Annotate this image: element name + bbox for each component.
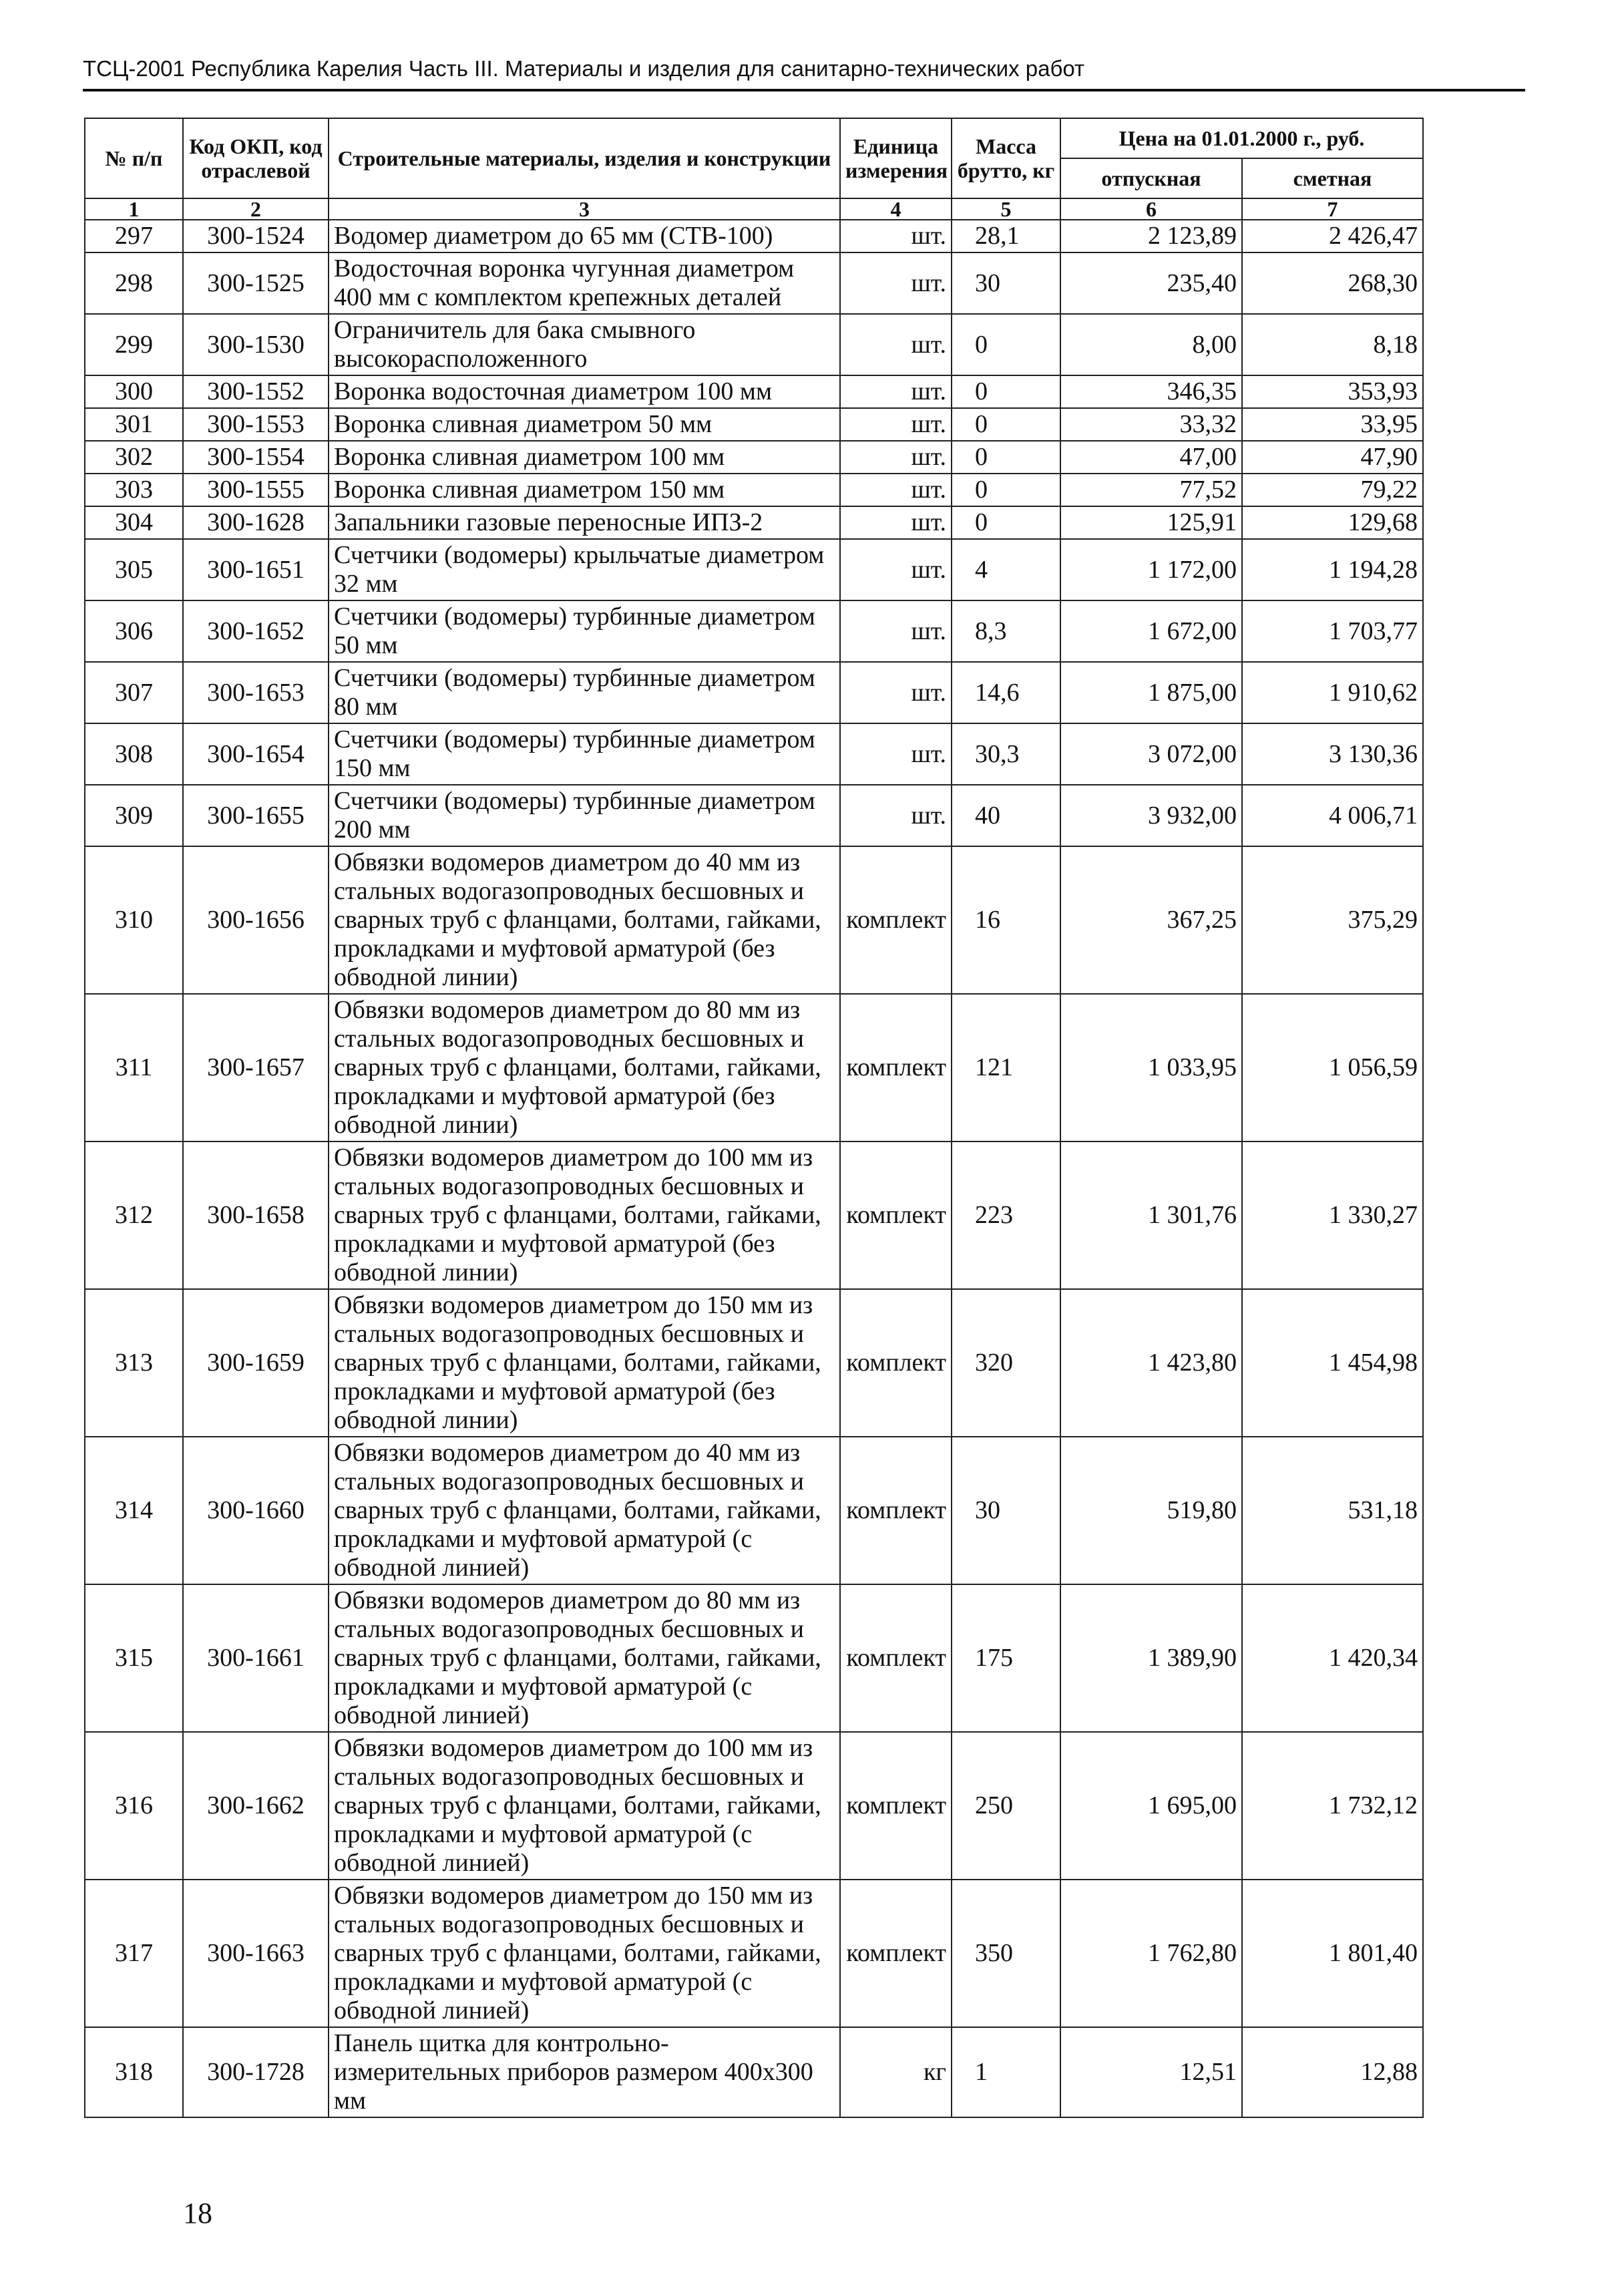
okp-code-cell: 300-1658 <box>183 1141 329 1289</box>
release-price-cell: 47,00 <box>1060 441 1242 474</box>
row-number-cell: 300 <box>85 375 183 408</box>
okp-code-cell: 300-1530 <box>183 314 329 375</box>
release-price-cell: 1 301,76 <box>1060 1141 1242 1289</box>
unit-cell: комплект <box>840 846 952 994</box>
unit-cell: шт. <box>840 662 952 723</box>
table-row <box>85 252 1423 314</box>
estimate-price-cell: 47,90 <box>1242 441 1423 474</box>
row-number-cell: 307 <box>85 662 183 723</box>
unit-cell: шт. <box>840 252 952 314</box>
release-price-cell: 235,40 <box>1060 252 1242 314</box>
material-name-cell: Воронка сливная диаметром 150 мм <box>329 474 840 506</box>
release-price-cell: 367,25 <box>1060 846 1242 994</box>
okp-code-cell: 300-1552 <box>183 375 329 408</box>
material-name-cell: Воронка сливная диаметром 100 мм <box>329 441 840 474</box>
row-number-cell: 318 <box>85 2027 183 2117</box>
row-number-cell: 302 <box>85 441 183 474</box>
material-name-cell: Счетчики (водомеры) турбинные диаметром 150 мм <box>329 723 840 785</box>
table-row <box>85 1289 1423 1437</box>
unit-cell: шт. <box>840 220 952 252</box>
unit-cell: шт. <box>840 785 952 846</box>
material-name-cell: Обвязки водомеров диаметром до 80 мм из стальных водогазопроводных бесшовных и сварных труб с фланцами, болтами, гайками, прокладками и муфтовой арматурой (без обводной линии) <box>329 994 840 1141</box>
material-name-cell: Счетчики (водомеры) турбинные диаметром 50 мм <box>329 600 840 662</box>
table-row <box>85 994 1423 1141</box>
mass-cell: 0 <box>952 506 1060 539</box>
row-number-cell: 304 <box>85 506 183 539</box>
release-price-cell: 33,32 <box>1060 408 1242 441</box>
mass-cell: 30,3 <box>952 723 1060 785</box>
estimate-price-cell: 1 056,59 <box>1242 994 1423 1141</box>
unit-cell: комплект <box>840 1141 952 1289</box>
header-price-group: Цена на 01.01.2000 г., руб. <box>1060 118 1423 158</box>
material-name-cell: Обвязки водомеров диаметром до 40 мм из стальных водогазопроводных бесшовных и сварных труб с фланцами, болтами, гайками, прокладками и муфтовой арматурой (с обводной линией) <box>329 1437 840 1584</box>
table-row <box>85 314 1423 375</box>
column-number: 2 <box>183 198 329 220</box>
release-price-cell: 1 389,90 <box>1060 1584 1242 1732</box>
unit-cell: комплект <box>840 1732 952 1880</box>
unit-cell: шт. <box>840 474 952 506</box>
okp-code-cell: 300-1660 <box>183 1437 329 1584</box>
table-row <box>85 1141 1423 1289</box>
mass-cell: 14,6 <box>952 662 1060 723</box>
unit-cell: шт. <box>840 314 952 375</box>
column-number: 5 <box>952 198 1060 220</box>
estimate-price-cell: 4 006,71 <box>1242 785 1423 846</box>
table-body <box>85 220 1423 2117</box>
table-row <box>85 1584 1423 1732</box>
table-row <box>85 1732 1423 1880</box>
release-price-cell: 12,51 <box>1060 2027 1242 2117</box>
row-number-cell: 303 <box>85 474 183 506</box>
material-name-cell: Воронка сливная диаметром 50 мм <box>329 408 840 441</box>
row-number-cell: 297 <box>85 220 183 252</box>
unit-cell: шт. <box>840 441 952 474</box>
mass-cell: 16 <box>952 846 1060 994</box>
header-okp: Код ОКП, код отраслевой <box>183 118 329 198</box>
release-price-cell: 519,80 <box>1060 1437 1242 1584</box>
okp-code-cell: 300-1524 <box>183 220 329 252</box>
document-header: ТСЦ-2001 Республика Карелия Часть III. Материалы и изделия для санитарно-технических работ <box>83 56 1085 81</box>
row-number-cell: 311 <box>85 994 183 1141</box>
estimate-price-cell: 1 330,27 <box>1242 1141 1423 1289</box>
material-name-cell: Обвязки водомеров диаметром до 100 мм из стальных водогазопроводных бесшовных и сварных труб с фланцами, болтами, гайками, прокладками и муфтовой арматурой (с обводной линией) <box>329 1732 840 1880</box>
column-numbers-row <box>85 198 1423 220</box>
unit-cell: шт. <box>840 539 952 600</box>
table-row <box>85 1437 1423 1584</box>
material-name-cell: Запальники газовые переносные ИПЗ-2 <box>329 506 840 539</box>
mass-cell: 40 <box>952 785 1060 846</box>
table-row <box>85 723 1423 785</box>
estimate-price-cell: 8,18 <box>1242 314 1423 375</box>
mass-cell: 223 <box>952 1141 1060 1289</box>
unit-cell: комплект <box>840 1289 952 1437</box>
material-name-cell: Воронка водосточная диаметром 100 мм <box>329 375 840 408</box>
unit-cell: комплект <box>840 1584 952 1732</box>
mass-cell: 28,1 <box>952 220 1060 252</box>
table-row <box>85 474 1423 506</box>
unit-cell: шт. <box>840 723 952 785</box>
row-number-cell: 315 <box>85 1584 183 1732</box>
release-price-cell: 3 072,00 <box>1060 723 1242 785</box>
okp-code-cell: 300-1663 <box>183 1880 329 2027</box>
estimate-price-cell: 1 420,34 <box>1242 1584 1423 1732</box>
estimate-price-cell: 1 454,98 <box>1242 1289 1423 1437</box>
material-name-cell: Обвязки водомеров диаметром до 80 мм из стальных водогазопроводных бесшовных и сварных труб с фланцами, болтами, гайками, прокладками и муфтовой арматурой (с обводной линией) <box>329 1584 840 1732</box>
okp-code-cell: 300-1661 <box>183 1584 329 1732</box>
okp-code-cell: 300-1652 <box>183 600 329 662</box>
okp-code-cell: 300-1651 <box>183 539 329 600</box>
okp-code-cell: 300-1662 <box>183 1732 329 1880</box>
unit-cell: комплект <box>840 1880 952 2027</box>
estimate-price-cell: 375,29 <box>1242 846 1423 994</box>
mass-cell: 30 <box>952 1437 1060 1584</box>
unit-cell: шт. <box>840 408 952 441</box>
okp-code-cell: 300-1655 <box>183 785 329 846</box>
estimate-price-cell: 129,68 <box>1242 506 1423 539</box>
unit-cell: шт. <box>840 375 952 408</box>
mass-cell: 0 <box>952 441 1060 474</box>
row-number-cell: 308 <box>85 723 183 785</box>
mass-cell: 30 <box>952 252 1060 314</box>
material-name-cell: Водомер диаметром до 65 мм (СТВ-100) <box>329 220 840 252</box>
header-price-release: отпускная <box>1060 158 1242 198</box>
page-number: 18 <box>183 2197 212 2230</box>
release-price-cell: 346,35 <box>1060 375 1242 408</box>
material-name-cell: Водосточная воронка чугунная диаметром 400 мм с комплектом крепежных деталей <box>329 252 840 314</box>
estimate-price-cell: 1 194,28 <box>1242 539 1423 600</box>
mass-cell: 4 <box>952 539 1060 600</box>
mass-cell: 0 <box>952 375 1060 408</box>
mass-cell: 8,3 <box>952 600 1060 662</box>
row-number-cell: 305 <box>85 539 183 600</box>
column-number: 4 <box>840 198 952 220</box>
unit-cell: кг <box>840 2027 952 2117</box>
row-number-cell: 306 <box>85 600 183 662</box>
estimate-price-cell: 1 910,62 <box>1242 662 1423 723</box>
row-number-cell: 317 <box>85 1880 183 2027</box>
estimate-price-cell: 353,93 <box>1242 375 1423 408</box>
row-number-cell: 309 <box>85 785 183 846</box>
material-name-cell: Обвязки водомеров диаметром до 100 мм из стальных водогазопроводных бесшовных и сварных труб с фланцами, болтами, гайками, прокладками и муфтовой арматурой (без обводной линии) <box>329 1141 840 1289</box>
table-row <box>85 375 1423 408</box>
okp-code-cell: 300-1653 <box>183 662 329 723</box>
unit-cell: шт. <box>840 506 952 539</box>
release-price-cell: 1 695,00 <box>1060 1732 1242 1880</box>
estimate-price-cell: 1 703,77 <box>1242 600 1423 662</box>
release-price-cell: 1 033,95 <box>1060 994 1242 1141</box>
mass-cell: 250 <box>952 1732 1060 1880</box>
okp-code-cell: 300-1555 <box>183 474 329 506</box>
table-row <box>85 662 1423 723</box>
estimate-price-cell: 1 801,40 <box>1242 1880 1423 2027</box>
okp-code-cell: 300-1525 <box>183 252 329 314</box>
release-price-cell: 1 423,80 <box>1060 1289 1242 1437</box>
header-num: № п/п <box>85 118 183 198</box>
table-row <box>85 220 1423 252</box>
okp-code-cell: 300-1654 <box>183 723 329 785</box>
release-price-cell: 125,91 <box>1060 506 1242 539</box>
okp-code-cell: 300-1628 <box>183 506 329 539</box>
mass-cell: 175 <box>952 1584 1060 1732</box>
price-table <box>84 118 1424 2118</box>
unit-cell: шт. <box>840 600 952 662</box>
okp-code-cell: 300-1553 <box>183 408 329 441</box>
release-price-cell: 1 672,00 <box>1060 600 1242 662</box>
table-row <box>85 846 1423 994</box>
header-rule <box>83 89 1525 92</box>
row-number-cell: 298 <box>85 252 183 314</box>
row-number-cell: 301 <box>85 408 183 441</box>
release-price-cell: 77,52 <box>1060 474 1242 506</box>
material-name-cell: Обвязки водомеров диаметром до 150 мм из стальных водогазопроводных бесшовных и сварных труб с фланцами, болтами, гайками, прокладками и муфтовой арматурой (без обводной линии) <box>329 1289 840 1437</box>
okp-code-cell: 300-1728 <box>183 2027 329 2117</box>
column-number: 3 <box>329 198 840 220</box>
okp-code-cell: 300-1554 <box>183 441 329 474</box>
release-price-cell: 1 172,00 <box>1060 539 1242 600</box>
okp-code-cell: 300-1659 <box>183 1289 329 1437</box>
estimate-price-cell: 531,18 <box>1242 1437 1423 1584</box>
estimate-price-cell: 3 130,36 <box>1242 723 1423 785</box>
unit-cell: комплект <box>840 1437 952 1584</box>
column-number: 7 <box>1242 198 1423 220</box>
table-row <box>85 2027 1423 2117</box>
header-unit: Единица измерения <box>840 118 952 198</box>
mass-cell: 320 <box>952 1289 1060 1437</box>
estimate-price-cell: 1 732,12 <box>1242 1732 1423 1880</box>
mass-cell: 1 <box>952 2027 1060 2117</box>
header-name: Строительные материалы, изделия и конструкции <box>329 118 840 198</box>
okp-code-cell: 300-1656 <box>183 846 329 994</box>
material-name-cell: Обвязки водомеров диаметром до 150 мм из стальных водогазопроводных бесшовных и сварных труб с фланцами, болтами, гайками, прокладками и муфтовой арматурой (с обводной линией) <box>329 1880 840 2027</box>
header-price-estimate: сметная <box>1242 158 1423 198</box>
release-price-cell: 1 875,00 <box>1060 662 1242 723</box>
row-number-cell: 314 <box>85 1437 183 1584</box>
material-name-cell: Панель щитка для контрольно-измерительных приборов размером 400х300 мм <box>329 2027 840 2117</box>
row-number-cell: 310 <box>85 846 183 994</box>
table-row <box>85 441 1423 474</box>
table-row <box>85 1880 1423 2027</box>
mass-cell: 0 <box>952 314 1060 375</box>
column-number: 6 <box>1060 198 1242 220</box>
material-name-cell: Счетчики (водомеры) турбинные диаметром 80 мм <box>329 662 840 723</box>
mass-cell: 121 <box>952 994 1060 1141</box>
header-mass: Масса брутто, кг <box>952 118 1060 198</box>
okp-code-cell: 300-1657 <box>183 994 329 1141</box>
row-number-cell: 313 <box>85 1289 183 1437</box>
unit-cell: комплект <box>840 994 952 1141</box>
mass-cell: 0 <box>952 474 1060 506</box>
estimate-price-cell: 33,95 <box>1242 408 1423 441</box>
mass-cell: 350 <box>952 1880 1060 2027</box>
table-row <box>85 408 1423 441</box>
row-number-cell: 299 <box>85 314 183 375</box>
release-price-cell: 8,00 <box>1060 314 1242 375</box>
material-name-cell: Счетчики (водомеры) крыльчатые диаметром 32 мм <box>329 539 840 600</box>
release-price-cell: 1 762,80 <box>1060 1880 1242 2027</box>
table-row <box>85 600 1423 662</box>
estimate-price-cell: 268,30 <box>1242 252 1423 314</box>
table-row <box>85 539 1423 600</box>
table-row <box>85 785 1423 846</box>
material-name-cell: Счетчики (водомеры) турбинные диаметром 200 мм <box>329 785 840 846</box>
table-row <box>85 506 1423 539</box>
row-number-cell: 312 <box>85 1141 183 1289</box>
column-number: 1 <box>85 198 183 220</box>
release-price-cell: 2 123,89 <box>1060 220 1242 252</box>
material-name-cell: Ограничитель для бака смывного высокорасположенного <box>329 314 840 375</box>
estimate-price-cell: 79,22 <box>1242 474 1423 506</box>
release-price-cell: 3 932,00 <box>1060 785 1242 846</box>
estimate-price-cell: 2 426,47 <box>1242 220 1423 252</box>
mass-cell: 0 <box>952 408 1060 441</box>
material-name-cell: Обвязки водомеров диаметром до 40 мм из стальных водогазопроводных бесшовных и сварных труб с фланцами, болтами, гайками, прокладками и муфтовой арматурой (без обводной линии) <box>329 846 840 994</box>
row-number-cell: 316 <box>85 1732 183 1880</box>
estimate-price-cell: 12,88 <box>1242 2027 1423 2117</box>
